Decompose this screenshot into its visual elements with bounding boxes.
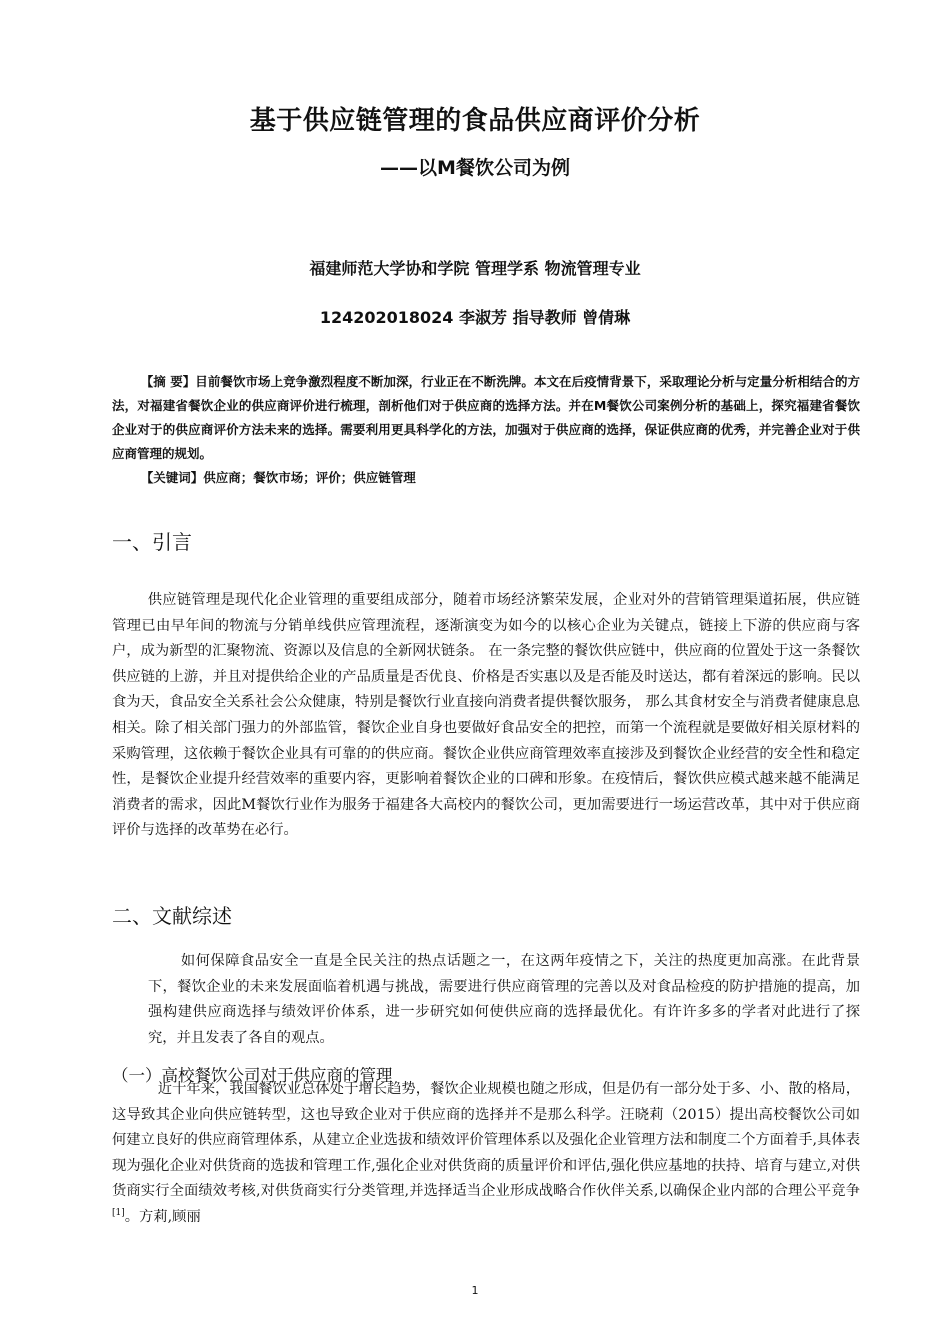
keywords: 【关键词】供应商；餐饮市场；评价；供应链管理 xyxy=(140,470,416,485)
subsection-heading: （一）高校餐饮公司对于供应商的管理 xyxy=(112,1066,393,1085)
subsection-paragraph-text: 近十年来，我国餐饮业总体处于增长趋势，餐饮企业规模也随之形成，但是仍有一部分处于多、小、散的格局，这导致其企业向供应链转型，这也导致企业对于供应商的选择并不是那么科学。汪晓莉（2015）提出高校餐饮公司如何建立良好的供应商管理体系，从建立企业选拔和绩效评价管理体系以及强化企业管理方法和制度二个方面着手,具体表现为强化企业对供货商的选拔和管理工作,强化企业对供货商的质量评价和评估,强化供应基地的扶持、培育与建立,对供货商实行全面绩效考核,对供货商实行分类管理,并选择适当企业形成战略合作伙伴关系,以确保企业内部的合理公平竞争 xyxy=(112,1081,860,1200)
abstract: 【摘 要】目前餐饮市场上竞争激烈程度不断加深，行业正在不断洗牌。本文在后疫情背景下，采取理论分析与定量分析相结合的方法，对福建省餐饮企业的供应商评价进行梳理，剖析他们对于供应商的选择方法。并在M餐饮公司案例分析的基础上，探究福建省餐饮企业对于的供应商评价方法未来的选择。需要利用更具科学化的方法，加强对于供应商的选择，保证供应商的优秀，并完善企业对于供应商管理的规划。 xyxy=(112,374,860,461)
section-heading-literature-review: 二、文献综述 xyxy=(112,904,232,928)
page-number: 1 xyxy=(471,1284,479,1297)
subsection-paragraph-tail: 。方莉,顾丽 xyxy=(124,1208,201,1225)
citation-marker: [1] xyxy=(112,1208,125,1219)
affiliation: 福建师范大学协和学院 管理学系 物流管理专业 xyxy=(309,259,641,278)
subsection-paragraph xyxy=(112,1077,860,1231)
section-heading-introduction: 一、引言 xyxy=(112,530,192,554)
paper-subtitle: ——以M餐饮公司为例 xyxy=(380,157,570,179)
author-line: 124202018024 李淑芳 指导教师 曾倩琳 xyxy=(319,308,631,327)
introduction-paragraph: 供应链管理是现代化企业管理的重要组成部分，随着市场经济繁荣发展，企业对外的营销管理渠道拓展，供应链管理已由早年间的物流与分销单线供应管理流程，逐渐演变为如今的以核心企业为关键点，链接上下游的供应商与客户，成为新型的汇聚物流、资源以及信息的全新网状链条。 在一条完整的餐饮供应链中，供应商的位置处于这一条餐饮供应链的上游，并且对提供给企业的产品质量是否优良、价格是否实惠以及是否能及时送达，都有着深远的影响。民以食为天，食品安全关系社会公众健康，特别是餐饮行业直接向消费者提供餐饮服务， 那么其食材安全与消费者健康息息相关。除了相关部门强力的外部监管，餐饮企业自身也要做好食品安全的把控，而第一个流程就是要做好相关原材料的采购管理，这依赖于餐饮企业具有可靠的的供应商。餐饮企业供应商管理效率直接涉及到餐饮企业经营的安全性和稳定性，是餐饮企业提升经营效率的重要内容，更影响着餐饮企业的口碑和形象。在疫情后，餐饮供应模式越来越不能满足消费者的需求，因此M餐饮行业作为服务于福建各大高校内的餐饮公司，更加需要进行一场运营改革，其中对于供应商评价与选择的改革势在必行。 xyxy=(112,592,860,839)
paper-title: 基于供应链管理的食品供应商评价分析 xyxy=(249,106,701,136)
literature-review-paragraph: 如何保障食品安全一直是全民关注的热点话题之一，在这两年疫情之下，关注的热度更加高涨。在此背景下，餐饮企业的未来发展面临着机遇与挑战，需要进行供应商管理的完善以及对食品检疫的防护措施的提高，加强构建供应商选择与绩效评价体系，进一步研究如何使供应商的选择最优化。有许许多多的学者对此进行了探究，并且发表了各自的观点。 xyxy=(148,953,860,1046)
